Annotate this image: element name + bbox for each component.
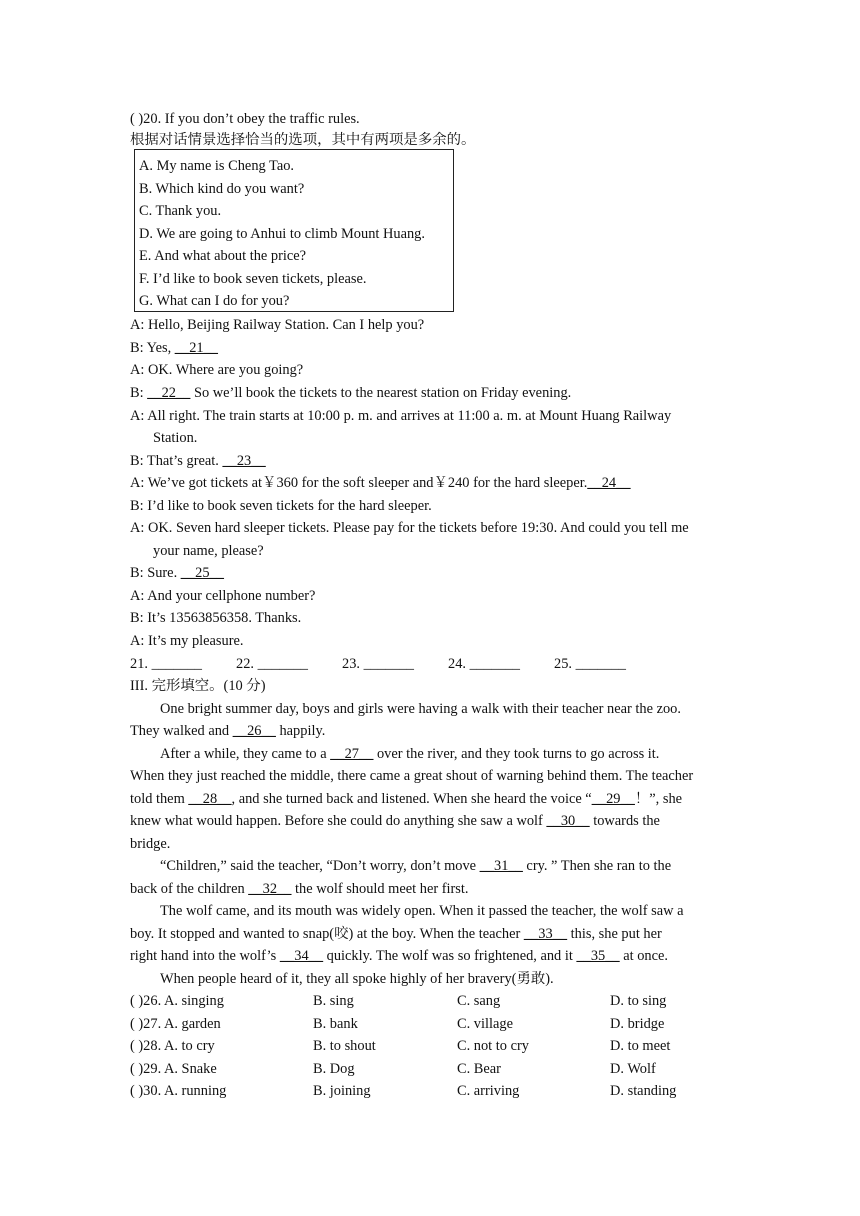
option-26-b: B. sing: [313, 993, 354, 1009]
dialogue-line-10: B: Sure. __25__: [130, 565, 224, 581]
cloze-p2-line3: told them __28__, and she turned back and listened. When she heard the voice “__29__！”, she: [130, 791, 683, 807]
blank-35: __35__: [576, 948, 620, 964]
option-b: B. Which kind do you want?: [139, 181, 305, 197]
cloze-p2-line1: After a while, they came to a __27__ over the river, and they took turns to go across it.: [160, 746, 660, 762]
cloze-p2-line2: When they just reached the middle, there came a great shout of warning behind them. The teacher: [130, 768, 694, 784]
cloze-p2-line5: bridge.: [130, 836, 171, 852]
option-27-d: D. bridge: [610, 1016, 665, 1032]
blank-31: __31__: [479, 858, 523, 874]
option-e: E. And what about the price?: [139, 248, 307, 264]
section-instruction: 根据对话情景选择恰当的选项，其中有两项是多余的。: [130, 132, 476, 148]
question-26: ( )26. A. singing: [130, 993, 224, 1009]
answer-21: 21. _______: [130, 656, 202, 672]
blank-28: __28__: [188, 791, 232, 807]
dialogue-line-5: A: All right. The train starts at 10:00 p. m. and arrives at 11:00 a. m. at Mount Huang Railway: [130, 408, 672, 424]
blank-21: __21__: [174, 340, 218, 356]
dialogue-line-2: B: Yes, __21__: [130, 340, 218, 356]
option-28-b: B. to shout: [313, 1038, 376, 1054]
blank-23: __23__: [222, 453, 266, 469]
dialogue-line-3: A: OK. Where are you going?: [130, 362, 304, 378]
answer-23: 23. _______: [342, 656, 414, 672]
cloze-p1-line2: They walked and __26__ happily.: [130, 723, 326, 739]
option-29-d: D. Wolf: [610, 1061, 656, 1077]
option-30-d: D. standing: [610, 1083, 677, 1099]
question-20: ( )20. If you don’t obey the traffic rules.: [130, 111, 360, 127]
question-30: ( )30. A. running: [130, 1083, 227, 1099]
cloze-p2-line4: knew what would happen. Before she could do anything she saw a wolf __30__ towards the: [130, 813, 660, 829]
option-a: A. My name is Cheng Tao.: [139, 158, 295, 174]
question-27: ( )27. A. garden: [130, 1016, 221, 1032]
dialogue-line-8: B: I’d like to book seven tickets for the hard sleeper.: [130, 498, 432, 514]
option-28-d: D. to meet: [610, 1038, 671, 1054]
blank-24: __24__: [587, 475, 631, 491]
dialogue-line-6: B: That’s great. __23__: [130, 453, 266, 469]
cloze-p3-line1: “Children,” said the teacher, “Don’t worry, don’t move __31__ cry. ” Then she ran to the: [160, 858, 672, 874]
question-29: ( )29. A. Snake: [130, 1061, 217, 1077]
option-26-d: D. to sing: [610, 993, 667, 1009]
question-28: ( )28. A. to cry: [130, 1038, 215, 1054]
option-29-b: B. Dog: [313, 1061, 355, 1077]
blank-32: __32__: [248, 881, 292, 897]
option-g: G. What can I do for you?: [139, 293, 290, 309]
dialogue-line-5-cont: Station.: [153, 430, 198, 446]
cloze-p1-line1: One bright summer day, boys and girls were having a walk with their teacher near the zoo.: [160, 701, 681, 717]
answer-24: 24. _______: [448, 656, 520, 672]
blank-22: __22__: [147, 385, 191, 401]
option-30-b: B. joining: [313, 1083, 371, 1099]
blank-34: __34__: [279, 948, 324, 964]
option-f: F. I’d like to book seven tickets, please.: [139, 271, 367, 287]
dialogue-line-1: A: Hello, Beijing Railway Station. Can I help you?: [130, 317, 425, 333]
option-c: C. Thank you.: [139, 203, 222, 219]
cloze-p4-line1: The wolf came, and its mouth was widely open. When it passed the teacher, the wolf saw a: [160, 903, 684, 919]
blank-29: __29__: [591, 791, 635, 807]
dialogue-line-9: A: OK. Seven hard sleeper tickets. Please pay for the tickets before 19:30. And could you tell me: [130, 520, 689, 536]
blank-30: __30__: [546, 813, 590, 829]
dialogue-line-7: A: We’ve got tickets at￥360 for the soft sleeper and￥240 for the hard sleeper.__24__: [130, 475, 631, 491]
option-26-c: C. sang: [457, 993, 501, 1009]
option-27-b: B. bank: [313, 1016, 358, 1032]
options-box: [134, 149, 454, 312]
cloze-p3-line2: back of the children __32__ the wolf should meet her first.: [130, 881, 469, 897]
dialogue-line-13: A: It’s my pleasure.: [130, 633, 244, 649]
blank-33: __33__: [523, 926, 568, 942]
option-29-c: C. Bear: [457, 1061, 501, 1077]
cloze-p5: When people heard of it, they all spoke highly of her bravery(勇敢).: [160, 971, 554, 987]
dialogue-line-9-cont: your name, please?: [153, 543, 264, 559]
cloze-p4-line3: right hand into the wolf’s __34__ quickly. The wolf was so frightened, and it __35__ at once.: [130, 948, 668, 964]
cloze-heading: III. 完形填空。(10 分): [130, 678, 266, 694]
option-28-c: C. not to cry: [457, 1038, 529, 1054]
dialogue-line-12: B: It’s 13563856358. Thanks.: [130, 610, 302, 626]
answer-25: 25. _______: [554, 656, 626, 672]
option-27-c: C. village: [457, 1016, 513, 1032]
answer-22: 22. _______: [236, 656, 308, 672]
dialogue-line-11: A: And your cellphone number?: [130, 588, 316, 604]
dialogue-line-4: B: __22__ So we’ll book the tickets to the nearest station on Friday evening.: [130, 385, 572, 401]
option-d: D. We are going to Anhui to climb Mount Huang.: [139, 226, 425, 242]
cloze-p4-line2: boy. It stopped and wanted to snap(咬) at the boy. When the teacher __33__ this, she put her: [130, 926, 662, 942]
blank-25: __25__: [180, 565, 224, 581]
option-30-c: C. arriving: [457, 1083, 520, 1099]
blank-26: __26__: [232, 723, 276, 739]
blank-27: __27__: [330, 746, 374, 762]
